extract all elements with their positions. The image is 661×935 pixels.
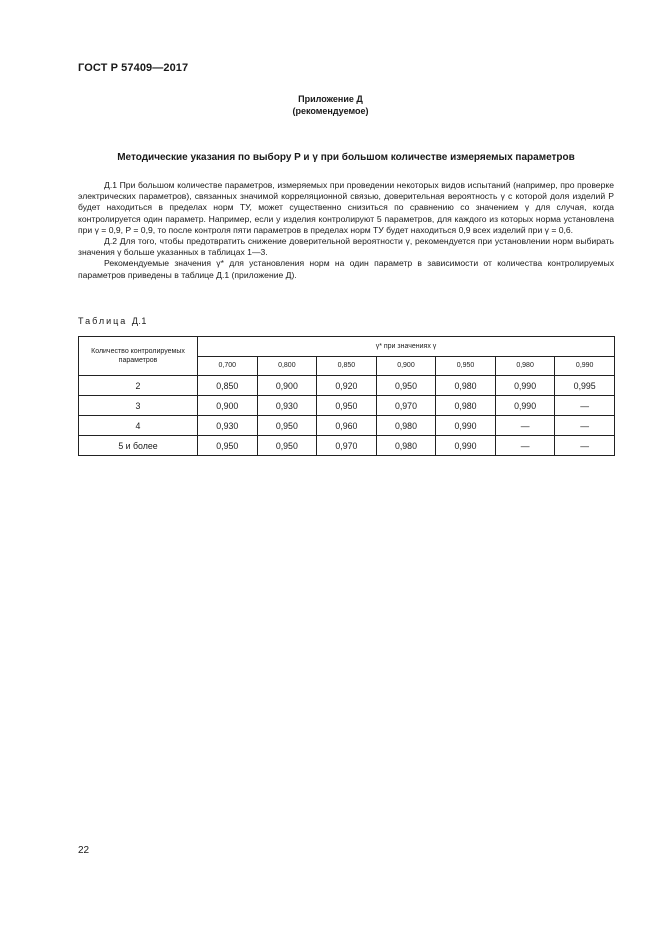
gamma-value-header: 0,900 <box>376 356 436 376</box>
page-number: 22 <box>78 845 90 856</box>
paragraph-d2: Д.2 Для того, чтобы предотвратить снижение доверительной вероятности γ, рекомендуется при установлении норм выбирать значения γ больше указанных в таблицах 1—3. <box>78 236 614 258</box>
appendix-subtitle: (рекомендуемое) <box>292 106 369 116</box>
gamma-value-header: 0,990 <box>555 356 615 376</box>
table-cell: 0,980 <box>376 416 436 436</box>
table-cell: — <box>555 416 615 436</box>
row-label: 4 <box>79 416 198 436</box>
table-cell: 0,900 <box>257 376 317 396</box>
table-cell: — <box>495 416 555 436</box>
paragraph-recommended: Рекомендуемые значения γ* для установления норм на один параметр в зависимости от количества контролируемых параметров приведены в таблице Д.1 (приложение Д). <box>78 258 614 280</box>
table-cell: 0,970 <box>376 396 436 416</box>
table-cell: 0,990 <box>495 376 555 396</box>
body-text <box>78 180 614 281</box>
appendix-block <box>0 93 661 117</box>
table-row <box>79 436 615 456</box>
table-cell: — <box>555 436 615 456</box>
table-row <box>79 376 615 396</box>
table-cell: 0,950 <box>257 416 317 436</box>
table-cell: 0,950 <box>376 376 436 396</box>
table-cell: 0,950 <box>257 436 317 456</box>
table-cell: 0,990 <box>495 396 555 416</box>
row-label: 5 и более <box>79 436 198 456</box>
gamma-value-header: 0,850 <box>317 356 377 376</box>
row-header-cell: Количество контролируемых параметров <box>79 337 198 376</box>
table-cell: 0,960 <box>317 416 377 436</box>
table-cell: 0,980 <box>436 396 496 416</box>
gamma-value-header: 0,950 <box>436 356 496 376</box>
table-cell: 0,980 <box>436 376 496 396</box>
table-cell: 0,850 <box>198 376 258 396</box>
paragraph-d1: Д.1 При большом количестве параметров, измеряемых при проведении некоторых видов испытаний (например, про проверке электрических параметров), связанных значимой корреляционной связью, доверительная вероятность γ с которой доля изделий P будет находиться в пределах норм ТУ, может существенно снизиться по сравнению со значением γ для случая, когда контролируется один параметр. Например, если у изделия контролируют 5 параметров, для каждого из которых норма установлена при γ = 0,9, P = 0,9, то после контроля пяти параметров в пределах норм ТУ будет находиться 0,9 всех изделий при γ = 0,6. <box>78 180 614 235</box>
table-row <box>79 416 615 436</box>
table-cell: 0,900 <box>198 396 258 416</box>
table-cell: 0,950 <box>198 436 258 456</box>
table-cell: 0,930 <box>257 396 317 416</box>
table-cell: 0,990 <box>436 416 496 436</box>
row-label: 2 <box>79 376 198 396</box>
appendix-title: Приложение Д <box>298 94 363 104</box>
row-label: 3 <box>79 396 198 416</box>
gamma-value-header: 0,700 <box>198 356 258 376</box>
table-cell: — <box>495 436 555 456</box>
table-caption <box>78 316 147 326</box>
table-caption-number: Д.1 <box>131 316 147 326</box>
table-row <box>79 396 615 416</box>
table-cell: 0,990 <box>436 436 496 456</box>
table-cell: 0,950 <box>317 396 377 416</box>
section-heading: Методические указания по выбору P и γ при большом количестве измеряемых параметров <box>117 152 575 163</box>
table-cell: 0,930 <box>198 416 258 436</box>
table-cell: 0,995 <box>555 376 615 396</box>
table-caption-word: Таблица <box>78 316 128 326</box>
table-cell: 0,970 <box>317 436 377 456</box>
gamma-value-header: 0,800 <box>257 356 317 376</box>
standard-code: ГОСТ Р 57409—2017 <box>78 62 189 74</box>
group-header-cell: γ* при значениях γ <box>198 337 615 357</box>
table-cell: — <box>555 396 615 416</box>
table-cell: 0,920 <box>317 376 377 396</box>
gamma-value-header: 0,980 <box>495 356 555 376</box>
data-table <box>78 336 615 456</box>
table-cell: 0,980 <box>376 436 436 456</box>
